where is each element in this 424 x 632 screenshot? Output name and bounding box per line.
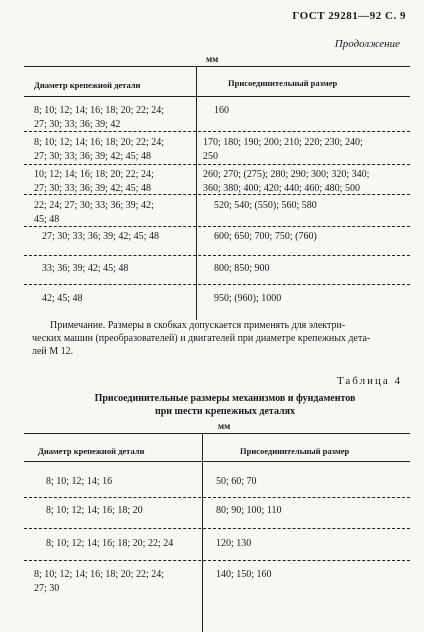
table2-header-rule [24, 461, 410, 462]
table2-row2-size: 80; 90; 100; 110 [216, 505, 282, 516]
continuation-label: Продолжение [334, 38, 400, 50]
table1-row-separator [24, 194, 410, 195]
table2-column-divider [202, 433, 203, 632]
table-number-label: Таблица 4 [336, 375, 402, 387]
footnote-line: Примечание. Размеры в скобках допускается применять для электри- [50, 320, 346, 331]
table2-row1-size: 50; 60; 70 [216, 476, 257, 487]
table-title-line: Присоединительные размеры механизмов и фундаментов [94, 393, 356, 404]
table1-row6-diameter: 33; 36; 39; 42; 45; 48 [42, 263, 129, 274]
table1-col2-header: Присоединительный размер [228, 78, 338, 88]
table1-row7-diameter: 42; 45; 48 [42, 293, 83, 304]
table1-units: мм [206, 54, 219, 64]
table2-row1-diameter: 8; 10; 12; 14; 16 [46, 476, 113, 487]
table-title-line: при шести крепежных деталях [154, 406, 296, 417]
table1-row-separator [24, 226, 410, 227]
page-header: ГОСТ 29281—92 С. 9 [292, 10, 406, 22]
table1-row-separator [24, 255, 410, 256]
footnote-line: ческих машин (преобразователей) и двигателей при диаметре крепежных дета- [32, 333, 371, 344]
table1-row5-diameter: 27; 30; 33; 36; 39; 42; 45; 48 [42, 231, 159, 242]
table2-row3-size: 120; 130 [216, 538, 252, 549]
table2-row3-diameter: 8; 10; 12; 14; 16; 18; 20; 22; 24 [46, 538, 174, 549]
table-title [40, 392, 410, 418]
table1-row1-size: 160 [214, 105, 229, 116]
table1-col1-header: Диаметр крепежной детали [34, 80, 141, 90]
table2-col1-header: Диаметр крепежной детали [38, 446, 145, 456]
table1-row1-diameter: 8; 10; 12; 14; 16; 18; 20; 22; 24; 27; 30; 33; 36; 39; 42 [34, 105, 165, 130]
table2-row-separator [24, 560, 410, 561]
table2-col2-header: Присоединительный размер [240, 446, 350, 456]
table1-top-rule [24, 66, 410, 67]
table1-row3-diameter: 10; 12; 14; 16; 18; 20; 22; 24; 27; 30; 33; 36; 39; 42; 45; 48 [34, 169, 154, 194]
table2-row-separator [24, 528, 410, 529]
table1-row2-diameter: 8; 10; 12; 14; 16; 18; 20; 22; 24; 27; 30; 33; 36; 39; 42; 45; 48 [34, 137, 165, 162]
table2-row-separator [24, 497, 410, 498]
table1-row3-size: 260; 270; (275); 280; 290; 300; 320; 340; 360; 380; 400; 420; 440; 460; 480; 500 [203, 169, 370, 194]
table1-row-separator [24, 131, 410, 132]
table1-row-separator [24, 284, 410, 285]
table2-top-rule [24, 433, 410, 434]
table2-units: мм [218, 421, 231, 431]
table1-row4-diameter: 22; 24; 27; 30; 33; 36; 39; 42; 45; 48 [34, 200, 154, 225]
table2-row4-diameter: 8; 10; 12; 14; 16; 18; 20; 22; 24; 27; 30 [34, 569, 165, 594]
table1-row4-size: 520; 540; (550); 560; 580 [214, 200, 317, 211]
table1-row6-size: 800; 850; 900 [214, 263, 270, 274]
table1-row-separator [24, 164, 410, 165]
table1-header-rule [24, 96, 410, 97]
table1-column-divider [196, 66, 197, 320]
table2-row2-diameter: 8; 10; 12; 14; 16; 18; 20 [46, 505, 143, 516]
table1-row2-size: 170; 180; 190; 200; 210; 220; 230; 240; 250 [203, 137, 363, 162]
footnote-line: лей М 12. [32, 346, 74, 357]
table1-row5-size: 600; 650; 700; 750; (760) [214, 231, 317, 242]
footnote [32, 319, 410, 358]
table2-row4-size: 140; 150; 160 [216, 569, 272, 580]
table1-row7-size: 950; (960); 1000 [214, 293, 282, 304]
